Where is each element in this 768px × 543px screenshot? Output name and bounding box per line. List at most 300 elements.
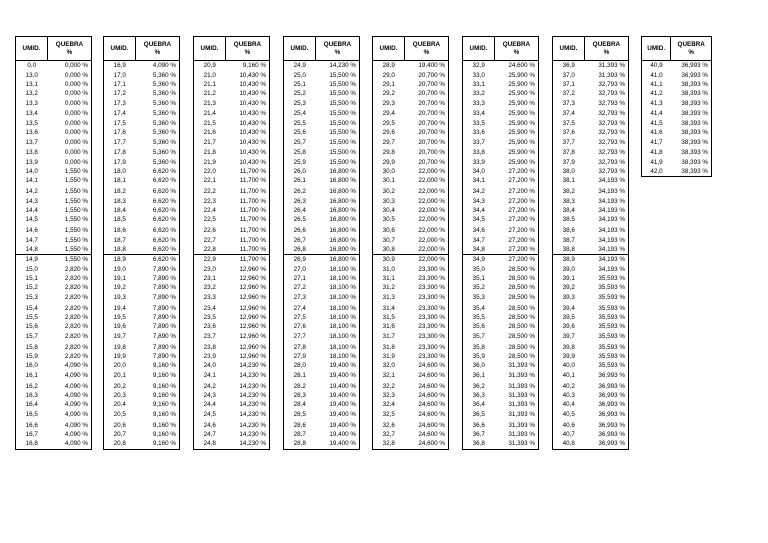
- quebra-cell: 36,993 %: [681, 62, 708, 70]
- umid-cell: 15,0: [25, 265, 38, 273]
- umid-cell: 36,8: [472, 440, 485, 448]
- quebra-cell: 22,000 %: [418, 197, 445, 205]
- table-row: [373, 341, 449, 352]
- umid-header: UMID.: [373, 37, 405, 61]
- table-row: [104, 245, 180, 255]
- umid-cell: 41,4: [650, 110, 663, 118]
- table-row: [16, 371, 92, 380]
- umid-cell: 13,1: [25, 80, 38, 88]
- quebra-cell: 5,360 %: [152, 90, 176, 98]
- table-row: [642, 137, 712, 146]
- umid-header: UMID.: [642, 37, 671, 61]
- quebra-cell: 4,090 %: [64, 371, 88, 379]
- umid-cell: 23,9: [203, 353, 216, 361]
- quebra-cell: 9,160 %: [152, 362, 176, 370]
- quebra-cell: 18,100 %: [329, 323, 356, 331]
- umid-cell: 21,6: [203, 129, 216, 137]
- umid-cell: 21,3: [203, 99, 216, 107]
- quebra-cell: 11,700 %: [239, 207, 266, 215]
- table-row: [373, 128, 449, 137]
- table-row: [463, 119, 539, 128]
- table-row: [16, 167, 92, 176]
- table-row: [284, 61, 360, 71]
- table-row: [104, 302, 180, 313]
- quebra-cell: 18,100 %: [329, 304, 356, 312]
- umid-cell: 16,9: [113, 62, 126, 70]
- table-row: [553, 245, 629, 255]
- umid-cell: 29,5: [382, 119, 395, 127]
- umid-cell: 16,5: [25, 410, 38, 418]
- quebra-cell: 0,000 %: [64, 90, 88, 98]
- umid-cell: 22,7: [203, 236, 216, 244]
- umid-cell: 34,1: [472, 177, 485, 185]
- umid-cell: 20,6: [113, 421, 126, 429]
- umid-cell: 18,4: [113, 207, 126, 215]
- table-row: [104, 61, 180, 71]
- table-row: [553, 352, 629, 361]
- quebra-header: [671, 37, 712, 61]
- table-row: [194, 89, 270, 98]
- table-row: [463, 410, 539, 419]
- quebra-cell: 6,620 %: [152, 177, 176, 185]
- table-row: [373, 197, 449, 206]
- table-row: [104, 197, 180, 206]
- table-row: [104, 80, 180, 89]
- umid-cell: 27,2: [293, 284, 306, 292]
- table-row: [284, 430, 360, 439]
- table-row: [104, 380, 180, 391]
- table-row: [373, 352, 449, 361]
- quebra-cell: 31,393 %: [508, 440, 535, 448]
- quebra-cell: 12,960 %: [239, 293, 266, 301]
- umid-cell: 31,5: [382, 314, 395, 322]
- quebra-cell: 0,000 %: [64, 129, 88, 137]
- quebra-cell: 20,700 %: [418, 71, 445, 79]
- quebra-cell: 27,200 %: [508, 236, 535, 244]
- umid-cell: 33,2: [472, 90, 485, 98]
- umid-cell: 35,1: [472, 275, 485, 283]
- table-row: [373, 371, 449, 380]
- quebra-cell: 25,900 %: [508, 80, 535, 88]
- quebra-cell: 6,620 %: [152, 168, 176, 176]
- umid-cell: 23,5: [203, 314, 216, 322]
- table-row: [373, 410, 449, 419]
- table-row: [373, 245, 449, 255]
- table-row: [373, 293, 449, 302]
- umid-cell: 38,4: [562, 207, 575, 215]
- quebra-cell: 15,500 %: [329, 138, 356, 146]
- umid-cell: 25,9: [293, 158, 306, 166]
- quebra-cell: 7,890 %: [152, 314, 176, 322]
- umid-header: UMID.: [16, 37, 48, 61]
- umid-cell: 27,7: [293, 332, 306, 340]
- umid-cell: 22,4: [203, 207, 216, 215]
- quebra-cell: 6,620 %: [152, 197, 176, 205]
- quebra-cell: 2,820 %: [64, 332, 88, 340]
- umid-cell: 26,6: [293, 227, 306, 235]
- umid-cell: 37,9: [562, 158, 575, 166]
- table-row: [373, 322, 449, 331]
- quebra-cell: 36,993 %: [598, 371, 625, 379]
- table-body: [373, 61, 449, 450]
- umid-cell: 15,3: [25, 293, 38, 301]
- umid-cell: 41,6: [650, 129, 663, 137]
- table-row: [373, 361, 449, 370]
- quebra-cell: 14,230 %: [329, 62, 356, 70]
- umid-cell: 20,5: [113, 410, 126, 418]
- quebra-cell: 25,900 %: [508, 129, 535, 137]
- umid-cell: 34,6: [472, 227, 485, 235]
- quebra-cell: 23,300 %: [418, 284, 445, 292]
- umid-cell: 31,6: [382, 323, 395, 331]
- table-row: [284, 98, 360, 107]
- table-row: [463, 352, 539, 361]
- table-row: [104, 98, 180, 107]
- umid-cell: 26,8: [293, 246, 306, 254]
- quebra-cell: 16,800 %: [329, 177, 356, 185]
- table-row: [194, 352, 270, 361]
- umid-cell: 18,5: [113, 216, 126, 224]
- umid-cell: 31,1: [382, 275, 395, 283]
- quebra-cell: 14,230 %: [239, 430, 266, 438]
- quebra-cell: 20,700 %: [418, 138, 445, 146]
- quebra-cell: 16,800 %: [329, 168, 356, 176]
- quebra-cell: 35,593 %: [598, 332, 625, 340]
- umid-cell: 26,9: [284, 255, 316, 265]
- umid-cell: 39,4: [562, 304, 575, 312]
- quebra-cell: 28,500 %: [508, 275, 535, 283]
- table-row: [16, 313, 92, 322]
- umid-cell: 27,6: [293, 323, 306, 331]
- umid-cell: 28,8: [293, 440, 306, 448]
- quebra-header: [404, 37, 448, 61]
- table-row: [16, 119, 92, 128]
- umid-cell: 34,5: [472, 216, 485, 224]
- umid-cell: 33,8: [472, 149, 485, 157]
- table-row: [553, 70, 629, 79]
- umid-cell: 36,2: [472, 382, 485, 390]
- quebra-cell: 9,160 %: [152, 440, 176, 448]
- umid-cell: 22,6: [203, 227, 216, 235]
- quebra-cell: 20,700 %: [418, 149, 445, 157]
- umid-cell: 36,9: [562, 62, 575, 70]
- table-row: [194, 302, 270, 313]
- table-row: [284, 176, 360, 185]
- quebra-cell: 1,550 %: [64, 207, 88, 215]
- table-row: [104, 293, 180, 302]
- quebra-cell: 19,400 %: [329, 440, 356, 448]
- umid-cell: 39,1: [562, 275, 575, 283]
- umid-cell: 23,4: [203, 304, 216, 312]
- quebra-header-line1: QUEBRA: [233, 40, 262, 48]
- quebra-header: [47, 37, 91, 61]
- quebra-cell: 4,090 %: [64, 410, 88, 418]
- quebra-cell: 11,700 %: [239, 236, 266, 244]
- umid-cell: 17,9: [113, 158, 126, 166]
- quebra-cell: 19,400 %: [329, 382, 356, 390]
- quebra-cell: 34,193 %: [598, 216, 625, 224]
- umid-cell: 41,9: [650, 158, 663, 166]
- umid-cell: 21,4: [203, 110, 216, 118]
- table-row: [194, 176, 270, 185]
- umid-cell: 14,1: [25, 177, 38, 185]
- table-body: [16, 61, 92, 450]
- quebra-cell: 35,593 %: [598, 323, 625, 331]
- umid-cell: 26,1: [293, 177, 306, 185]
- table-row: [104, 206, 180, 215]
- table-row: [194, 313, 270, 322]
- umid-cell: 13,7: [25, 138, 38, 146]
- table-row: [553, 371, 629, 380]
- quebra-cell: 2,820 %: [64, 293, 88, 301]
- table-row: [284, 80, 360, 89]
- table-row: [463, 274, 539, 283]
- quebra-cell: 19,400 %: [329, 430, 356, 438]
- quebra-cell: 31,393 %: [598, 71, 625, 79]
- quebra-cell: 34,193 %: [598, 197, 625, 205]
- umid-cell: 18,3: [113, 197, 126, 205]
- umid-cell: 25,8: [293, 149, 306, 157]
- table-row: [284, 361, 360, 370]
- umid-cell: 33,1: [472, 80, 485, 88]
- table-row: [284, 206, 360, 215]
- table-row: [553, 236, 629, 245]
- umid-cell: 41,5: [650, 119, 663, 127]
- quebra-cell: 0,000 %: [64, 119, 88, 127]
- umid-cell: 38,1: [562, 177, 575, 185]
- umid-cell: 19,0: [113, 265, 126, 273]
- umid-cell: 19,2: [113, 284, 126, 292]
- table-row: [553, 89, 629, 98]
- table-row: [463, 245, 539, 255]
- table-row: [104, 313, 180, 322]
- umid-cell: 23,3: [203, 293, 216, 301]
- quebra-cell: 5,360 %: [152, 99, 176, 107]
- table-row: [463, 236, 539, 245]
- quebra-cell: 7,890 %: [152, 284, 176, 292]
- umid-cell: 36,1: [472, 371, 485, 379]
- umid-cell: 14,9: [16, 255, 48, 265]
- quebra-header-line1: QUEBRA: [412, 40, 441, 48]
- quebra-cell: 34,193 %: [598, 265, 625, 273]
- quebra-cell: 7,890 %: [152, 265, 176, 273]
- table-row: [16, 322, 92, 331]
- table-row: [104, 89, 180, 98]
- table-row: [104, 274, 180, 283]
- quebra-cell: 32,793 %: [598, 168, 625, 176]
- quebra-cell: 28,500 %: [508, 343, 535, 351]
- table-row: [463, 80, 539, 89]
- table-header: [104, 37, 180, 61]
- table-row: [194, 439, 270, 449]
- quebra-cell: 6,620 %: [152, 207, 176, 215]
- table-row: [104, 419, 180, 430]
- umid-cell: 31,0: [382, 265, 395, 273]
- table-row: [553, 167, 629, 176]
- umid-cell: 25,1: [293, 80, 306, 88]
- table-row: [284, 352, 360, 361]
- quebra-cell: 16,800 %: [329, 197, 356, 205]
- quebra-cell: 4,090 %: [64, 362, 88, 370]
- table-row: [553, 274, 629, 283]
- umid-cell: 36,6: [472, 421, 485, 429]
- quebra-cell: 1,550 %: [64, 168, 88, 176]
- table-row: [104, 439, 180, 449]
- quebra-cell: 28,500 %: [508, 323, 535, 331]
- umid-cell: 38,5: [562, 216, 575, 224]
- umid-cell: 13,3: [25, 99, 38, 107]
- table-row: [553, 206, 629, 215]
- table-row: [373, 419, 449, 430]
- quebra-cell: 35,593 %: [598, 314, 625, 322]
- umid-cell: 40,6: [562, 421, 575, 429]
- umid-cell: 22,8: [203, 246, 216, 254]
- quebra-cell: 16,800 %: [329, 216, 356, 224]
- quebra-cell: 34,193 %: [598, 207, 625, 215]
- table-row: [16, 147, 92, 158]
- umid-cell: 30,2: [382, 188, 395, 196]
- umid-cell: 15,1: [25, 275, 38, 283]
- umid-cell: 20,7: [113, 430, 126, 438]
- table-row: [373, 61, 449, 71]
- table-row: [194, 361, 270, 370]
- quebra-cell: 5,360 %: [152, 158, 176, 166]
- table-row: [553, 265, 629, 274]
- table-row: [553, 293, 629, 302]
- table-row: [194, 410, 270, 419]
- umid-cell: 17,4: [113, 110, 126, 118]
- table-row: [194, 137, 270, 146]
- umid-cell: 40,5: [562, 410, 575, 418]
- umid-cell: 39,0: [562, 265, 575, 273]
- table-row: [553, 119, 629, 128]
- umid-cell: 22,3: [203, 197, 216, 205]
- quebra-header-line1: QUEBRA: [677, 40, 705, 48]
- table-row: [553, 322, 629, 331]
- quebra-cell: 38,393 %: [681, 129, 708, 137]
- umid-cell: 35,4: [472, 304, 485, 312]
- table-row: [104, 108, 180, 119]
- table-row: [463, 108, 539, 119]
- quebra-cell: 36,993 %: [598, 440, 625, 448]
- umid-cell: 20,3: [113, 392, 126, 400]
- umid-cell: 25,0: [293, 71, 306, 79]
- table-row: [553, 176, 629, 185]
- umid-cell: 24,7: [203, 430, 216, 438]
- umid-cell: 37,3: [562, 99, 575, 107]
- umid-cell: 15,4: [25, 304, 38, 312]
- table-block: [103, 36, 180, 450]
- quebra-header-line1: QUEBRA: [323, 40, 352, 48]
- umid-cell: 19,8: [113, 343, 126, 351]
- table-row: [284, 255, 360, 265]
- table-row: [194, 98, 270, 107]
- quebra-cell: 22,000 %: [418, 177, 445, 185]
- table-row: [463, 215, 539, 224]
- umid-cell: 14,8: [25, 246, 38, 254]
- quebra-cell: 23,300 %: [418, 332, 445, 340]
- quebra-cell: 11,700 %: [239, 188, 266, 196]
- table-row: [553, 391, 629, 400]
- quebra-cell: 5,360 %: [152, 80, 176, 88]
- umid-cell: 40,1: [562, 371, 575, 379]
- quebra-cell: 36,993 %: [598, 382, 625, 390]
- quebra-cell: 14,230 %: [239, 421, 266, 429]
- table-row: [284, 371, 360, 380]
- table-row: [553, 302, 629, 313]
- quebra-cell: 31,393 %: [508, 401, 535, 409]
- umid-cell: 25,4: [293, 110, 306, 118]
- umid-cell: 23,0: [203, 265, 216, 273]
- table-body: [194, 61, 270, 450]
- table-row: [284, 419, 360, 430]
- umid-cell: 28,5: [293, 410, 306, 418]
- umid-cell: 22,0: [203, 168, 216, 176]
- quebra-cell: 35,593 %: [598, 353, 625, 361]
- umid-cell: 34,3: [472, 197, 485, 205]
- table-row: [642, 61, 712, 71]
- table-row: [373, 283, 449, 292]
- umid-cell: 17,8: [113, 149, 126, 157]
- table-row: [16, 274, 92, 283]
- table-row: [16, 341, 92, 352]
- umid-cell: 13,6: [25, 129, 38, 137]
- quebra-cell: 15,500 %: [329, 90, 356, 98]
- table-row: [463, 341, 539, 352]
- table-row: [373, 332, 449, 341]
- table-row: [284, 341, 360, 352]
- table-row: [373, 167, 449, 176]
- table-row: [16, 245, 92, 255]
- quebra-header-line1: QUEBRA: [55, 40, 84, 48]
- umid-cell: 29,3: [382, 99, 395, 107]
- quebra-cell: 27,200 %: [508, 188, 535, 196]
- table-row: [284, 128, 360, 137]
- umid-cell: 15,7: [25, 332, 38, 340]
- table-block: [552, 36, 629, 450]
- table-row: [104, 176, 180, 185]
- quebra-cell: 1,550 %: [47, 255, 91, 265]
- quebra-cell: 22,000 %: [418, 207, 445, 215]
- table-block: [641, 36, 712, 177]
- table-row: [642, 128, 712, 137]
- umid-cell: 30,0: [382, 168, 395, 176]
- table-row: [194, 341, 270, 352]
- table-row: [553, 108, 629, 119]
- table-row: [463, 70, 539, 79]
- quebra-cell: 5,360 %: [152, 149, 176, 157]
- quebra-cell: 10,430 %: [239, 129, 266, 137]
- quebra-cell: 18,100 %: [329, 314, 356, 322]
- table-row: [373, 236, 449, 245]
- quebra-cell: 12,960 %: [239, 332, 266, 340]
- quebra-cell: 28,500 %: [508, 332, 535, 340]
- quebra-cell: 4,090 %: [64, 430, 88, 438]
- umid-cell: 27,5: [293, 314, 306, 322]
- table-row: [284, 89, 360, 98]
- table-row: [373, 176, 449, 185]
- table-row: [194, 147, 270, 158]
- quebra-cell: 0,000 %: [64, 71, 88, 79]
- umid-cell: 17,7: [113, 138, 126, 146]
- quebra-cell: 0,000 %: [64, 110, 88, 118]
- umid-cell: 17,5: [113, 119, 126, 127]
- quebra-cell: 20,700 %: [418, 119, 445, 127]
- quebra-cell: 5,360 %: [152, 110, 176, 118]
- quebra-cell: 31,393 %: [508, 430, 535, 438]
- umid-cell: 14,5: [25, 216, 38, 224]
- umid-cell: 38,8: [562, 246, 575, 254]
